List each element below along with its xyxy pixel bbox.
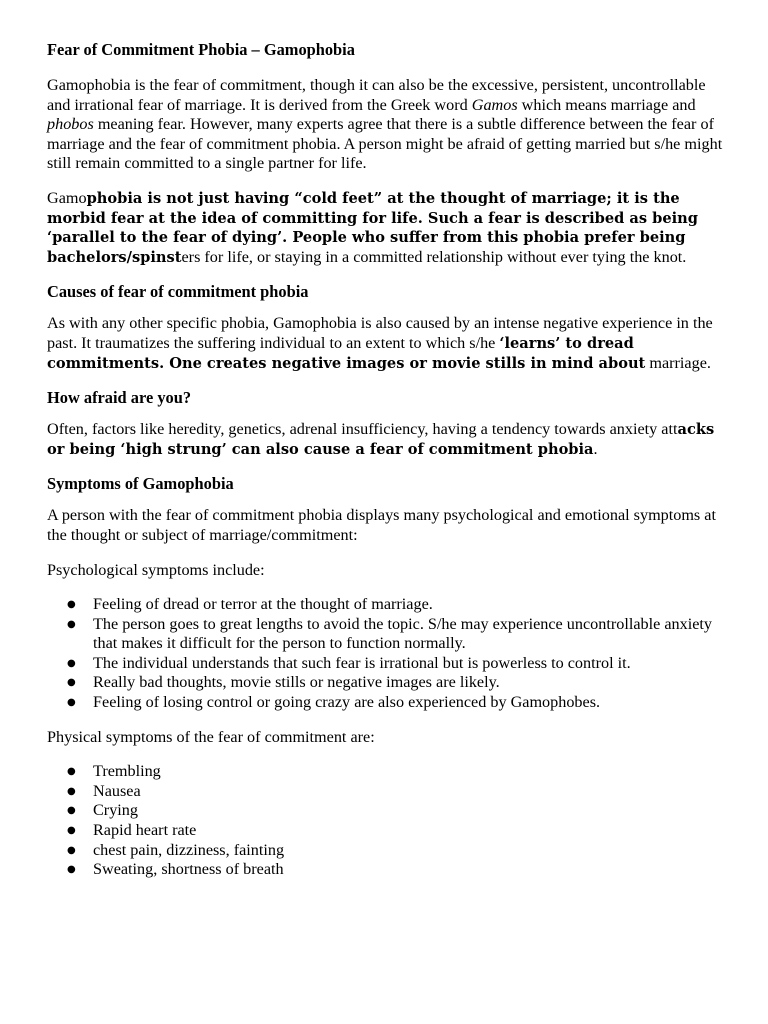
bullet-icon: ● <box>67 697 76 709</box>
definition-text-bold: phobia is not just having “cold feet” at the thought of marriage; it is the morbid fear at the idea of committing for life. Such a fear is described as being ‘parallel to the fear of dying’. People who suffer from this phobia prefer being bachelors/spinst <box>47 189 698 266</box>
bullet-icon: ● <box>67 844 76 856</box>
bullet-icon: ● <box>67 825 76 837</box>
intro-paragraph <box>47 76 727 174</box>
list-item <box>47 595 727 615</box>
list-item <box>47 615 727 654</box>
bullet-icon: ● <box>67 864 76 876</box>
phobos-term: phobos <box>47 115 94 134</box>
list-item <box>47 821 727 841</box>
list-item-text: The individual understands that such fear is irrational but is powerless to control it. <box>93 653 631 672</box>
afraid-text-pre: Often, factors like heredity, genetics, adrenal insufficiency, having a tendency towards anxiety att <box>47 420 678 439</box>
list-item-text: Rapid heart rate <box>93 821 197 840</box>
bullet-icon: ● <box>67 618 76 630</box>
list-item <box>47 654 727 674</box>
bullet-icon: ● <box>67 785 76 797</box>
list-item-text: Trembling <box>93 762 161 781</box>
list-item-text: Really bad thoughts, movie stills or negative images are likely. <box>93 673 500 692</box>
causes-text-bold: ‘learns’ to dread commitments. One creates negative images or movie stills in mind about <box>47 334 646 372</box>
causes-text-pre: As with any other specific phobia, Gamophobia is also caused by an intense negative experience in the past. It traumatizes the suffering individual to an extent to which s/he <box>47 314 713 352</box>
bullet-icon: ● <box>67 766 76 778</box>
list-item-text: Feeling of losing control or going crazy are also experienced by Gamophobes. <box>93 693 601 712</box>
list-item-text: chest pain, dizziness, fainting <box>93 840 285 859</box>
list-item <box>47 762 727 782</box>
bullet-icon: ● <box>67 677 76 689</box>
bullet-icon: ● <box>67 657 76 669</box>
document-title: Fear of Commitment Phobia – Gamophobia <box>47 40 355 59</box>
list-item <box>47 860 727 880</box>
definition-text-post: ers for life, or staying in a committed relationship without ever tying the knot. <box>181 247 687 266</box>
psychological-symptoms-list <box>47 595 727 713</box>
physical-label: Physical symptoms of the fear of commitment are: <box>47 727 375 746</box>
causes-heading: Causes of fear of commitment phobia <box>47 282 309 302</box>
list-item-text: Nausea <box>93 781 141 800</box>
intro-text-2: which means marriage and <box>517 95 696 114</box>
definition-text-pre: Gamo <box>47 188 87 207</box>
afraid-heading: How afraid are you? <box>47 388 192 408</box>
physical-symptoms-list <box>47 762 727 880</box>
list-item <box>47 673 727 693</box>
list-item-text: Feeling of dread or terror at the thought of marriage. <box>93 595 433 614</box>
document-page <box>47 40 727 880</box>
definition-paragraph <box>47 189 727 267</box>
list-item <box>47 693 727 713</box>
list-item-text: Crying <box>93 801 138 820</box>
list-item-text: The person goes to great lengths to avoid the topic. S/he may experience uncontrollable anxiety that makes it difficult for the person to function normally. <box>93 614 712 653</box>
symptoms-intro: A person with the fear of commitment phobia displays many psychological and emotional symptoms at the thought or subject of marriage/commitment: <box>47 506 716 544</box>
symptoms-heading: Symptoms of Gamophobia <box>47 474 234 494</box>
list-item <box>47 801 727 821</box>
causes-paragraph <box>47 314 727 373</box>
bullet-icon: ● <box>67 805 76 817</box>
afraid-text-bold: acks or being ‘high strung’ can also cause a fear of commitment phobia <box>47 421 715 458</box>
intro-text-1: Gamophobia is the fear of commitment, though it can also be the excessive, persistent, uncontrollable and irrational fear of marriage. It is derived from the Greek word <box>47 76 706 114</box>
bullet-icon: ● <box>67 599 76 611</box>
afraid-paragraph <box>47 420 727 459</box>
list-item-text: Sweating, shortness of breath <box>93 860 284 879</box>
intro-text-3: meaning fear. However, many experts agree that there is a subtle difference between the fear of marriage and the fear of commitment phobia. A person might be afraid of getting married but s/he might still remain committed to a single partner for life. <box>47 115 723 173</box>
causes-text-post: marriage. <box>645 353 711 372</box>
psychological-label: Psychological symptoms include: <box>47 560 265 579</box>
list-item <box>47 841 727 861</box>
gamos-term: Gamos <box>471 95 518 114</box>
list-item <box>47 782 727 802</box>
afraid-text-post: . <box>593 439 598 458</box>
